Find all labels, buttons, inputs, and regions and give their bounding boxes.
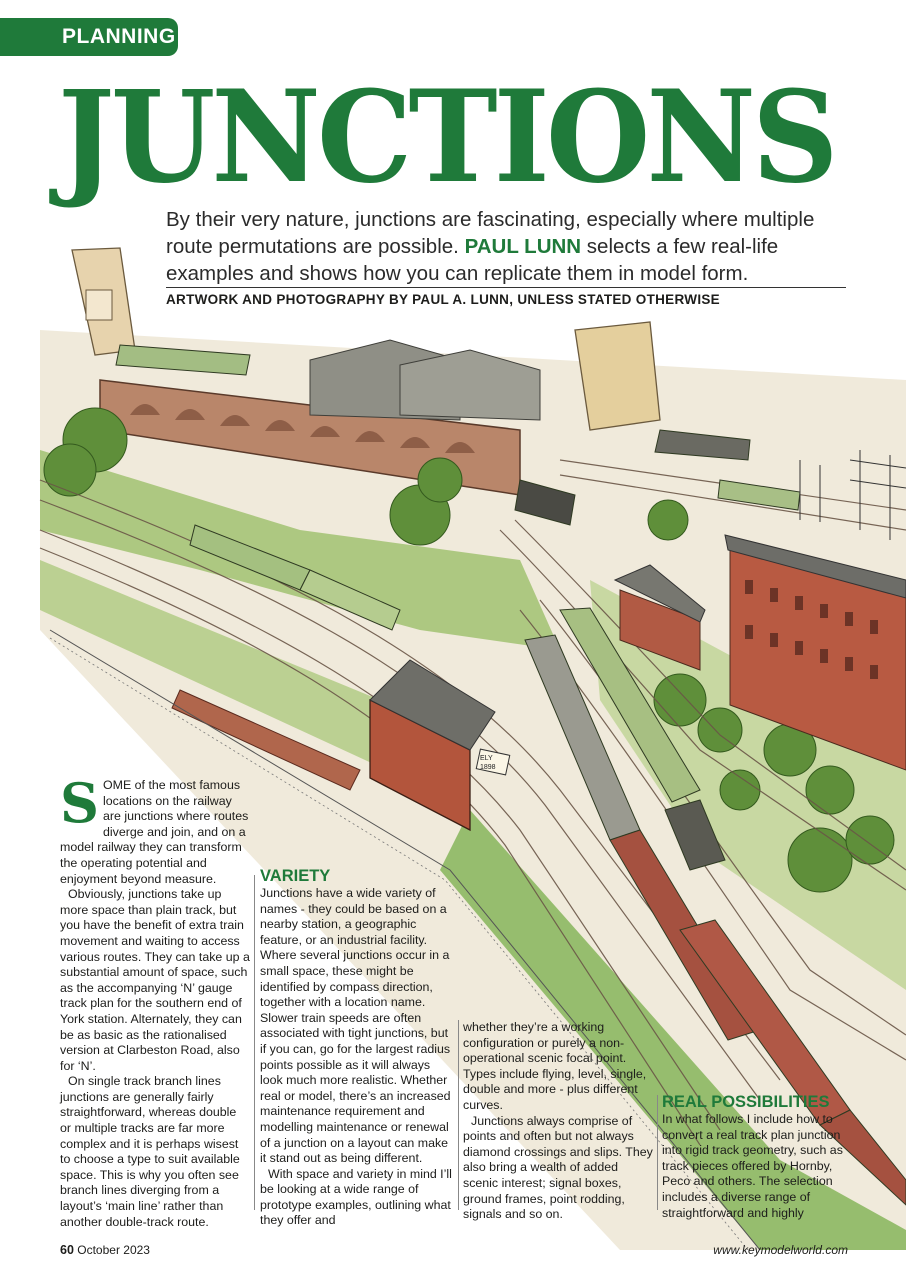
website-url[interactable]: www.keymodelworld.com bbox=[713, 1243, 848, 1257]
sign-text-1: ELY bbox=[480, 755, 493, 762]
column-divider-1 bbox=[254, 875, 255, 1210]
intro-paragraph-1: SOME of the most famous locations on the railway are junctions where routes diverge and join, and on a model railway they can transform the operating potential and enjoyment beyond measure. bbox=[60, 771, 249, 886]
headline: JUNCTIONS bbox=[58, 63, 835, 211]
article-column-2 bbox=[260, 868, 455, 1229]
column3-paragraph-1: whether they’re a working configuration or purely a non-operational scenic focal point. Types include flying, level, single, double and more - plus different curves. bbox=[463, 1020, 647, 1112]
standfirst bbox=[166, 206, 856, 287]
article-column-3 bbox=[463, 1020, 653, 1223]
article-column-4 bbox=[662, 1094, 852, 1221]
standfirst-text-2: selects a few real-life examples and shows how you can replicate them in model form. bbox=[166, 235, 779, 285]
column-divider-3 bbox=[657, 1095, 658, 1210]
variety-heading: VARIETY bbox=[260, 867, 331, 885]
section-label: PLANNING bbox=[62, 25, 176, 48]
article-column-1 bbox=[60, 771, 250, 1230]
intro-paragraph-2: Obviously, junctions take up more space than plain track, but you have the benefit of extra train movement and waiting to access various routes. They can take up a substantial amount of space, such as the accompanying ‘N’ gauge track plan for the southern end of York station. Alternately, they can be as basic as the rationalised version at Clarbeston Road, also for ‘N’. bbox=[60, 887, 250, 1073]
standfirst-text-1: By their very nature, junctions are fascinating, especially where multiple route permutations are possible. bbox=[166, 208, 815, 258]
drop-cap: S bbox=[60, 771, 99, 835]
real-possibilities-heading: REAL POSSIBILITIES bbox=[662, 1093, 830, 1111]
sign-text-2: 1898 bbox=[480, 764, 496, 771]
issue-date: October 2023 bbox=[77, 1243, 150, 1257]
author-name: PAUL LUNN bbox=[464, 235, 582, 258]
column-divider-2 bbox=[458, 1020, 459, 1210]
intro-paragraph-3: On single track branch lines junctions are generally fairly straightforward, whereas double or multiple tracks are far more complex and it is perhaps wisest to choose a type to suit available space. This is why you often see branch lines diverging from a layout’s ‘main line’ rather than another double-track route. bbox=[60, 1074, 240, 1229]
artwork-credit: ARTWORK AND PHOTOGRAPHY BY PAUL A. LUNN, UNLESS STATED OTHERWISE bbox=[166, 292, 720, 307]
variety-paragraph-1: Junctions have a wide variety of names - they could be based on a nearby station, a geographic feature, or an industrial facility. Where several junctions occur in a small space, these might be identified by compass direction, together with a location name. Slower train speeds are often associated with tight junctions, but if you can, go for the largest radius points possible as it will always look much more realistic. Whether real or model, there’s an increased maintenance requirement and modelling maintenance or renewal of a junction on a layout can make it stand out as being different. bbox=[260, 886, 451, 1166]
section-tab bbox=[0, 18, 178, 56]
column3-paragraph-2: Junctions always comprise of points and often but not always diamond crossings and slips. They also bring a wealth of added scenic interest; signal boxes, ground frames, point rodding, signals and so on. bbox=[463, 1113, 653, 1222]
variety-paragraph-2: With space and variety in mind I’ll be looking at a wide range of prototype examples, outlining what they offer and bbox=[260, 1166, 452, 1228]
real-possibilities-paragraph: In what follows I include how to convert a real track plan junction into rigid track geometry, such as track pieces offered by Hornby, Peco and others. The selection includes a diverse range of straightforward and highly bbox=[662, 1112, 843, 1220]
page-number: 60 bbox=[60, 1243, 74, 1257]
standfirst-rule bbox=[166, 287, 846, 288]
page-folio bbox=[60, 1243, 150, 1257]
